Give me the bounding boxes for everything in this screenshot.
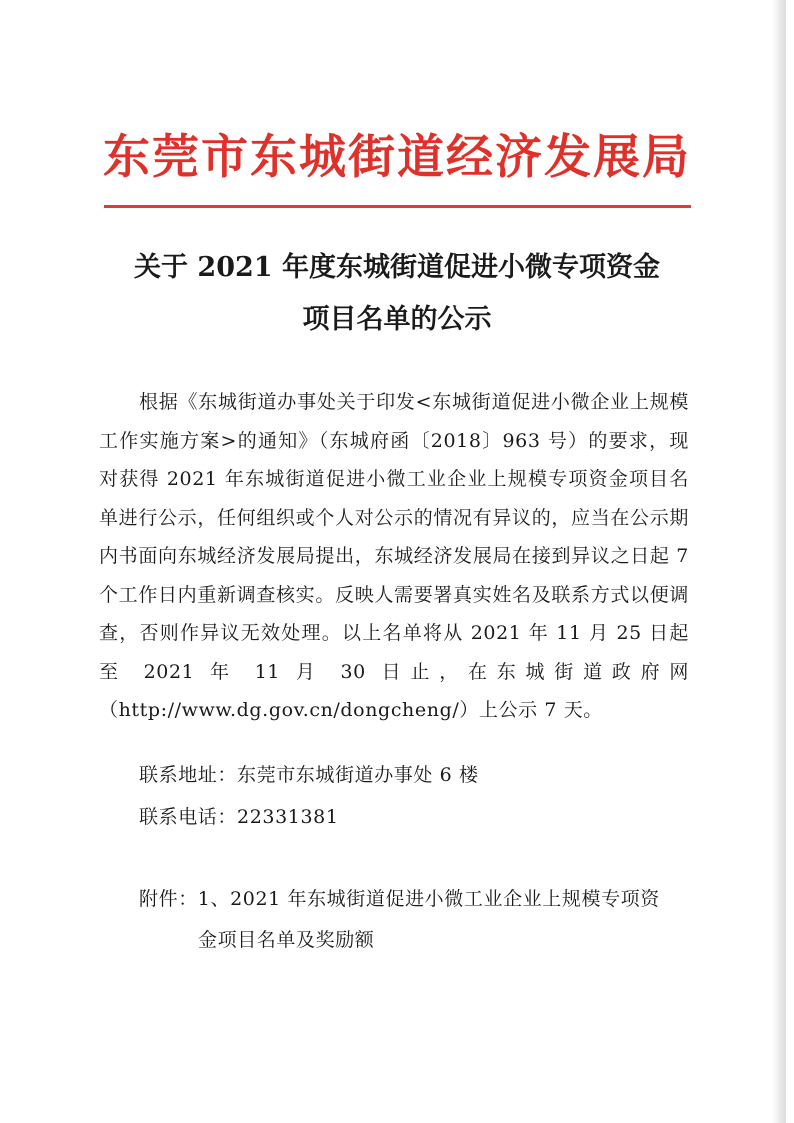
document-title-line-2: 项目名单的公示 — [302, 304, 492, 335]
header-divider — [104, 205, 691, 208]
organization-header: 东莞市东城街道经济发展局 — [103, 130, 691, 185]
attachment-line-1: 附件：1、2021 年东城街道促进小微工业企业上规模专项资 — [139, 888, 660, 910]
body-paragraph: 根据《东城街道办事处关于印发<东城街道促进小微企业上规模工作实施方案>的通知》（东城府函〔2018〕963 号）的要求，现对获得 2021 年东城街道促进小微工业企业上规模专项资金项目名单进行公示，任何组织或个人对公示的情况有异议的，应当在公示期内书面向东城经济发展局提出，东城经济发展局在接到异议之日起 7 个工作日内重新调查核实。反映人需要署真实姓名及联系方式以便调查，否则作异议无效处理。以上名单将从 2021 年 11 月 25 日起至 2021 年 11 月 30 日止，在东城街道政府网（http://www.dg.gov.cn/dongcheng/）上公示 7 天。 — [99, 391, 689, 721]
document-title-line-1: 关于 2021 年度东城街道促进小微专项资金 — [134, 252, 660, 283]
contact-phone: 联系电话：22331381 — [139, 806, 339, 828]
contact-address: 联系地址：东莞市东城街道办事处 6 楼 — [139, 764, 479, 786]
scan-edge-shadow — [772, 0, 786, 1123]
attachment-line-2: 金项目名单及奖励额 — [198, 929, 375, 951]
